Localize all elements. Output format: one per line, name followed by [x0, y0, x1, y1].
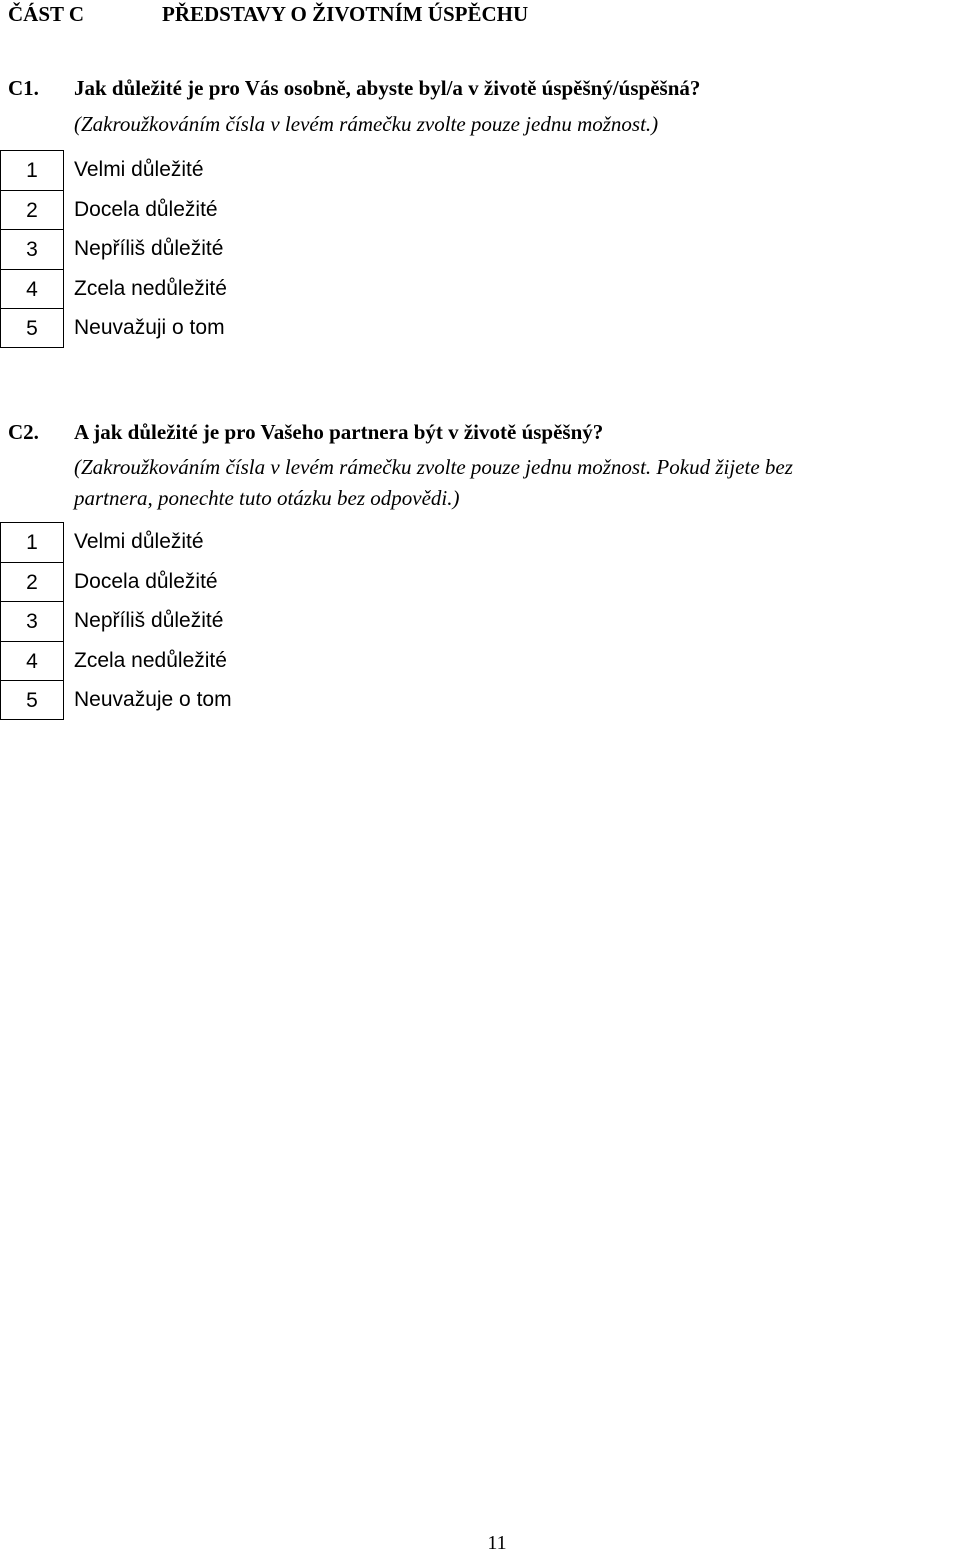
option-number-box[interactable]: 5	[0, 680, 64, 720]
option-row[interactable]	[0, 641, 300, 681]
instruction-line: partnera, ponechte tuto otázku bez odpovědi.)	[74, 486, 460, 510]
instruction-line: (Zakroužkováním čísla v levém rámečku zvolte pouze jednu možnost. Pokud žijete bez	[74, 455, 793, 479]
option-label: Nepříliš důležité	[74, 609, 224, 632]
option-row[interactable]	[0, 308, 300, 348]
option-label: Velmi důležité	[74, 158, 204, 181]
question-c2-instruction	[74, 452, 793, 514]
option-row[interactable]	[0, 562, 300, 602]
option-number-box[interactable]: 3	[0, 601, 64, 641]
option-label: Neuvažuji o tom	[74, 316, 225, 339]
option-number-box[interactable]: 1	[0, 522, 64, 562]
option-label: Docela důležité	[74, 197, 218, 221]
option-label: Docela důležité	[74, 569, 218, 593]
question-c1-options	[0, 150, 300, 348]
option-number-box[interactable]: 2	[0, 562, 64, 602]
option-row[interactable]	[0, 190, 300, 230]
option-row[interactable]	[0, 601, 300, 641]
option-label: Zcela nedůležité	[74, 276, 227, 300]
question-c2-label: C2.	[8, 420, 39, 444]
option-label: Velmi důležité	[74, 530, 204, 553]
section-title: PŘEDSTAVY O ŽIVOTNÍM ÚSPĚCHU	[162, 2, 529, 26]
option-number-box[interactable]: 5	[0, 308, 64, 348]
option-row[interactable]	[0, 522, 300, 562]
option-row[interactable]	[0, 269, 300, 309]
page-number: 11	[487, 1532, 507, 1554]
option-number-box[interactable]: 2	[0, 190, 64, 230]
instruction-line: (Zakroužkováním čísla v levém rámečku zvolte pouze jednu možnost.)	[74, 112, 659, 136]
option-number-box[interactable]: 4	[0, 269, 64, 309]
option-row[interactable]	[0, 150, 300, 190]
option-number-box[interactable]: 3	[0, 229, 64, 269]
option-label: Zcela nedůležité	[74, 648, 227, 672]
section-heading	[8, 2, 528, 27]
section-code: ČÁST C	[8, 2, 85, 26]
option-number-box[interactable]: 4	[0, 641, 64, 681]
question-c2-options	[0, 522, 300, 720]
question-c1-instruction	[74, 109, 658, 140]
option-row[interactable]	[0, 680, 300, 720]
option-number-box[interactable]: 1	[0, 150, 64, 190]
option-label: Nepříliš důležité	[74, 237, 224, 260]
question-c1-text: Jak důležité je pro Vás osobně, abyste byl/a v životě úspěšný/úspěšná?	[74, 76, 701, 100]
question-c2-text: A jak důležité je pro Vašeho partnera být v životě úspěšný?	[74, 420, 604, 444]
question-c1-label: C1.	[8, 76, 39, 100]
option-row[interactable]	[0, 229, 300, 269]
option-label: Neuvažuje o tom	[74, 688, 232, 711]
